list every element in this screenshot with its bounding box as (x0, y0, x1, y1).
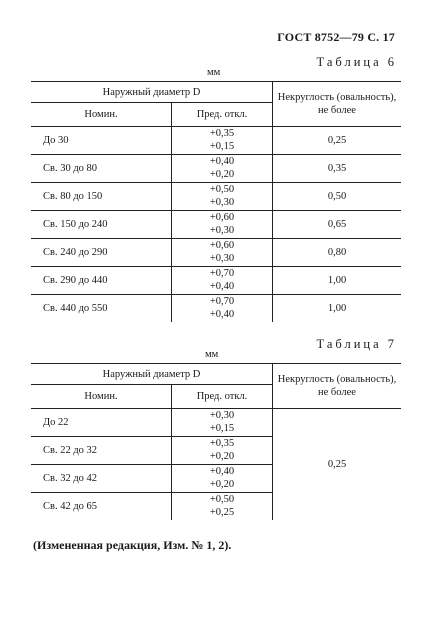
upper-deviation: +0,60 (209, 212, 235, 223)
tolerance-cell (172, 295, 273, 323)
tolerance-cell (172, 267, 273, 295)
page-header: ГОСТ 8752—79 С. 17 (277, 30, 395, 44)
nominal-cell: Св. 240 до 290 (31, 239, 172, 267)
ovality-cell: 0,25 (273, 127, 402, 155)
ovality-cell: 0,65 (273, 211, 402, 239)
tolerance-cell (172, 409, 273, 437)
ovality-cell: 1,00 (273, 295, 402, 323)
table7-col-nominal: Номин. (31, 385, 172, 409)
ovality-cell: 0,80 (273, 239, 402, 267)
upper-deviation: +0,70 (209, 268, 235, 279)
table7-col-ovality: Некруглость (овальность), не более (273, 364, 402, 409)
lower-deviation: +0,30 (209, 252, 235, 264)
lower-deviation: +0,40 (209, 308, 235, 320)
nominal-cell: Св. 32 до 42 (31, 465, 172, 493)
lower-deviation: +0,30 (209, 196, 235, 208)
ovality-cell: 0,25 (273, 409, 402, 521)
tolerance-cell (172, 437, 273, 465)
table6-col-ovality: Некруглость (овальность), не более (273, 82, 402, 127)
nominal-cell: До 30 (31, 127, 172, 155)
lower-deviation: +0,20 (209, 478, 235, 490)
nominal-cell: Св. 22 до 32 (31, 437, 172, 465)
upper-deviation: +0,40 (209, 156, 235, 167)
table-row (31, 239, 401, 267)
tolerance-cell (172, 155, 273, 183)
table-row (31, 127, 401, 155)
table-row (31, 183, 401, 211)
nominal-cell: Св. 290 до 440 (31, 267, 172, 295)
tolerance-cell (172, 493, 273, 521)
tolerance-cell (172, 239, 273, 267)
table7-col-diameter: Наружный диаметр D (31, 364, 273, 385)
table-row (31, 295, 401, 323)
table7-label: Таблица 7 (316, 337, 397, 351)
tolerance-cell (172, 127, 273, 155)
lower-deviation: +0,30 (209, 224, 235, 236)
table-row (31, 155, 401, 183)
ovality-cell: 1,00 (273, 267, 402, 295)
table7 (31, 363, 401, 520)
nominal-cell: Св. 440 до 550 (31, 295, 172, 323)
lower-deviation: +0,40 (209, 280, 235, 292)
upper-deviation: +0,35 (209, 128, 235, 139)
table-row (31, 409, 401, 437)
table6-col-tolerance: Пред. откл. (172, 103, 273, 127)
table-row (31, 267, 401, 295)
nominal-cell: Св. 150 до 240 (31, 211, 172, 239)
table7-unit: мм (205, 349, 219, 360)
lower-deviation: +0,15 (209, 140, 235, 152)
nominal-cell: Св. 42 до 65 (31, 493, 172, 521)
upper-deviation: +0,50 (209, 184, 235, 195)
table6-label: Таблица 6 (316, 55, 397, 69)
table6-col-nominal: Номин. (31, 103, 172, 127)
table7-body (31, 409, 401, 521)
upper-deviation: +0,70 (209, 296, 235, 307)
footer-note: (Измененная редакция, Изм. № 1, 2). (33, 538, 232, 552)
nominal-cell: Св. 30 до 80 (31, 155, 172, 183)
upper-deviation: +0,60 (209, 240, 235, 251)
table6 (31, 81, 401, 322)
tolerance-cell (172, 183, 273, 211)
upper-deviation: +0,35 (209, 438, 235, 449)
nominal-cell: До 22 (31, 409, 172, 437)
nominal-cell: Св. 80 до 150 (31, 183, 172, 211)
upper-deviation: +0,50 (209, 494, 235, 505)
table6-col-diameter: Наружный диаметр D (31, 82, 273, 103)
upper-deviation: +0,30 (209, 410, 235, 421)
lower-deviation: +0,25 (209, 506, 235, 518)
ovality-cell: 0,35 (273, 155, 402, 183)
tolerance-cell (172, 211, 273, 239)
ovality-cell: 0,50 (273, 183, 402, 211)
table-row (31, 211, 401, 239)
table6-unit: мм (207, 67, 221, 78)
table6-body (31, 127, 401, 323)
lower-deviation: +0,15 (209, 422, 235, 434)
table7-col-tolerance: Пред. откл. (172, 385, 273, 409)
lower-deviation: +0,20 (209, 168, 235, 180)
tolerance-cell (172, 465, 273, 493)
upper-deviation: +0,40 (209, 466, 235, 477)
lower-deviation: +0,20 (209, 450, 235, 462)
